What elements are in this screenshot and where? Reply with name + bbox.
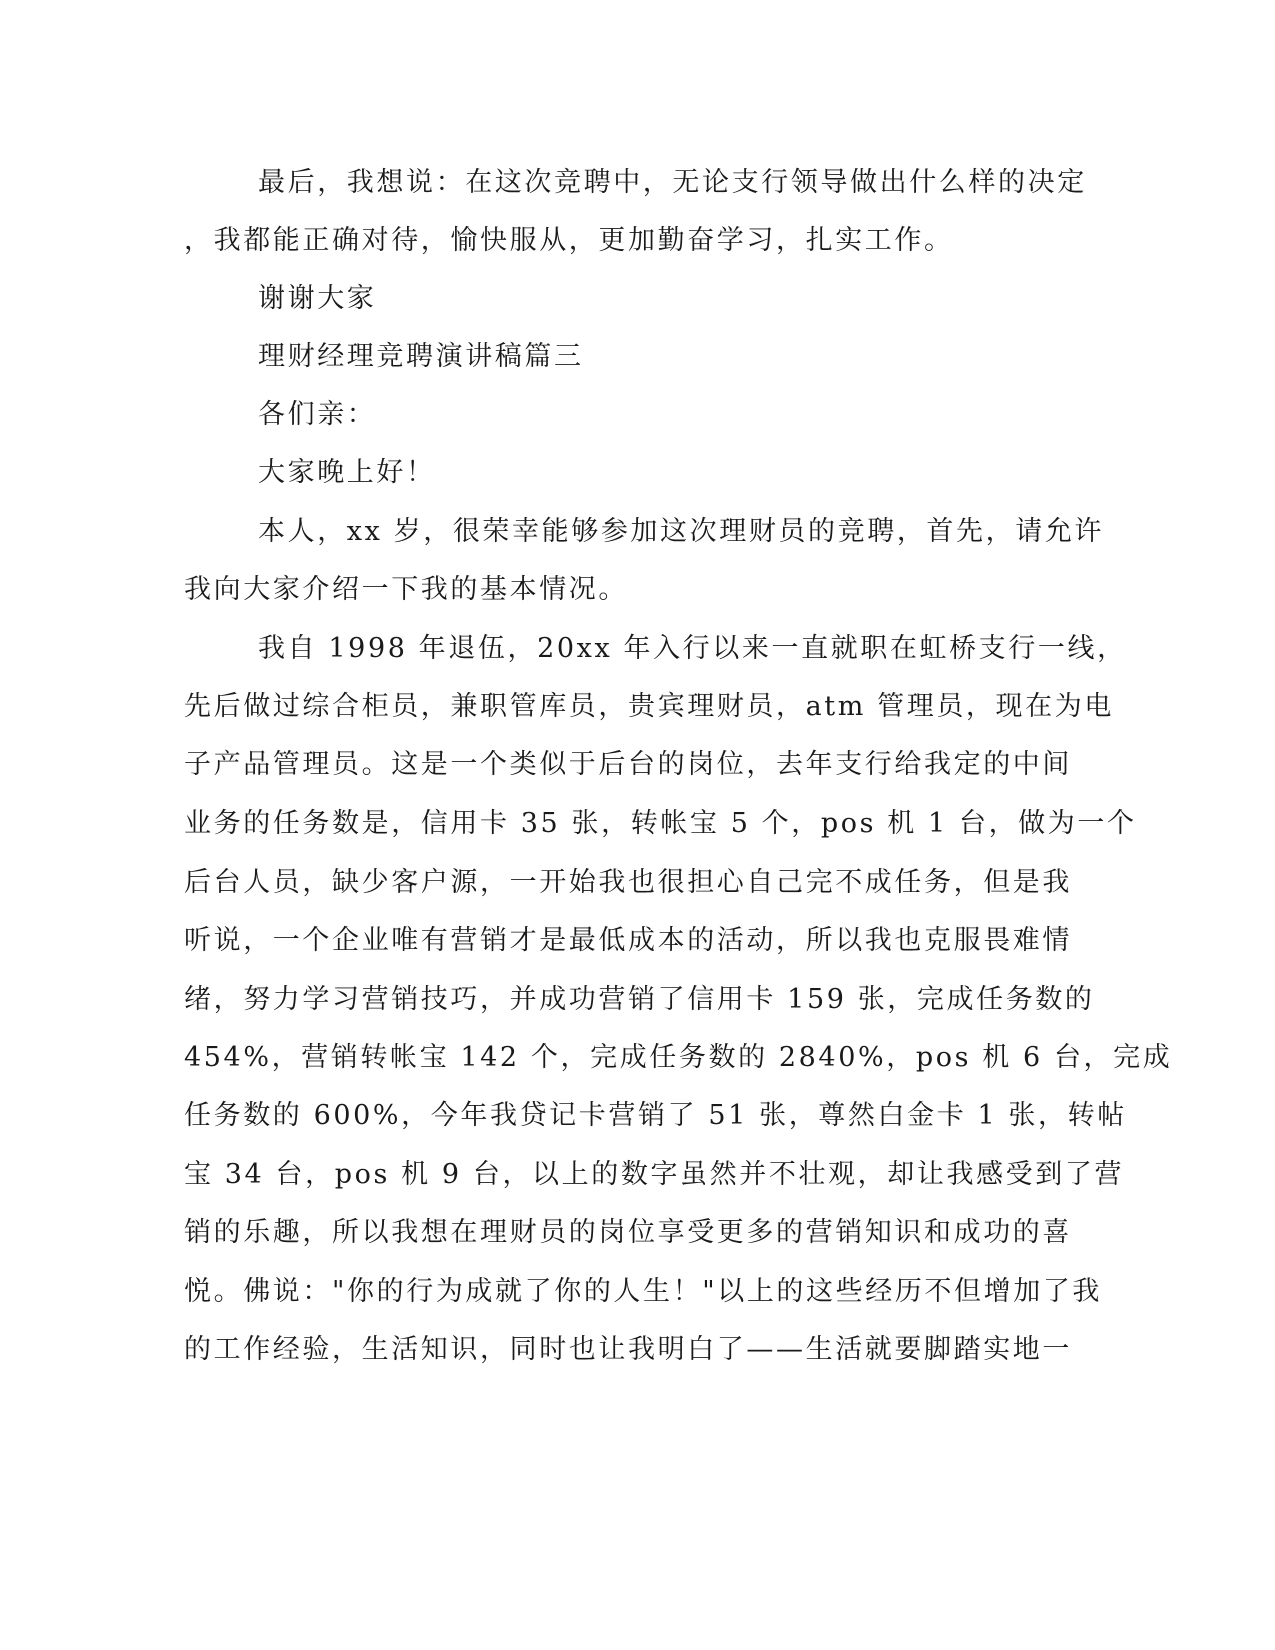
paragraph-line: 宝 34 台，pos 机 9 台，以上的数字虽然并不壮观，却让我感受到了营	[184, 1159, 1125, 1190]
paragraph-line: 的工作经验，生活知识，同时也让我明白了——生活就要脚踏实地一	[184, 1334, 1072, 1365]
paragraph-line: ，我都能正确对待，愉快服从，更加勤奋学习，扎实工作。	[184, 225, 954, 256]
paragraph-line: 子产品管理员。这是一个类似于后台的岗位，去年支行给我定的中间	[184, 749, 1072, 780]
paragraph-line: 我向大家介绍一下我的基本情况。	[184, 574, 628, 605]
paragraph-line: 最后，我想说：在这次竞聘中，无论支行领导做出什么样的决定	[258, 167, 1087, 198]
section-title: 理财经理竞聘演讲稿篇三	[258, 341, 584, 372]
paragraph-line: 后台人员，缺少客户源，一开始我也很担心自己完不成任务，但是我	[184, 867, 1072, 898]
paragraph-line: 业务的任务数是，信用卡 35 张，转帐宝 5 个，pos 机 1 台，做为一个	[184, 808, 1137, 839]
paragraph-line: 先后做过综合柜员，兼职管库员，贵宾理财员，atm 管理员，现在为电	[184, 691, 1114, 722]
paragraph-line: 绪，努力学习营销技巧，并成功营销了信用卡 159 张，完成任务数的	[184, 984, 1095, 1015]
paragraph-line: 454%，营销转帐宝 142 个，完成任务数的 2840%，pos 机 6 台，完成	[184, 1042, 1173, 1073]
salutation: 各们亲：	[258, 399, 377, 430]
paragraph-line: 悦。佛说："你的行为成就了你的人生！"以上的这些经历不但增加了我	[184, 1276, 1103, 1307]
paragraph-line: 我自 1998 年退伍，20xx 年入行以来一直就职在虹桥支行一线，	[258, 633, 1127, 664]
paragraph-line: 听说，一个企业唯有营销才是最低成本的活动，所以我也克服畏难情	[184, 925, 1072, 956]
greeting: 大家晚上好！	[258, 457, 436, 488]
paragraph-line: 任务数的 600%，今年我贷记卡营销了 51 张，尊然白金卡 1 张，转帖	[184, 1100, 1127, 1131]
paragraph-line: 本人，xx 岁，很荣幸能够参加这次理财员的竞聘，首先，请允许	[258, 516, 1105, 547]
paragraph-line: 销的乐趣，所以我想在理财员的岗位享受更多的营销知识和成功的喜	[184, 1217, 1072, 1248]
closing-thanks: 谢谢大家	[258, 283, 377, 314]
